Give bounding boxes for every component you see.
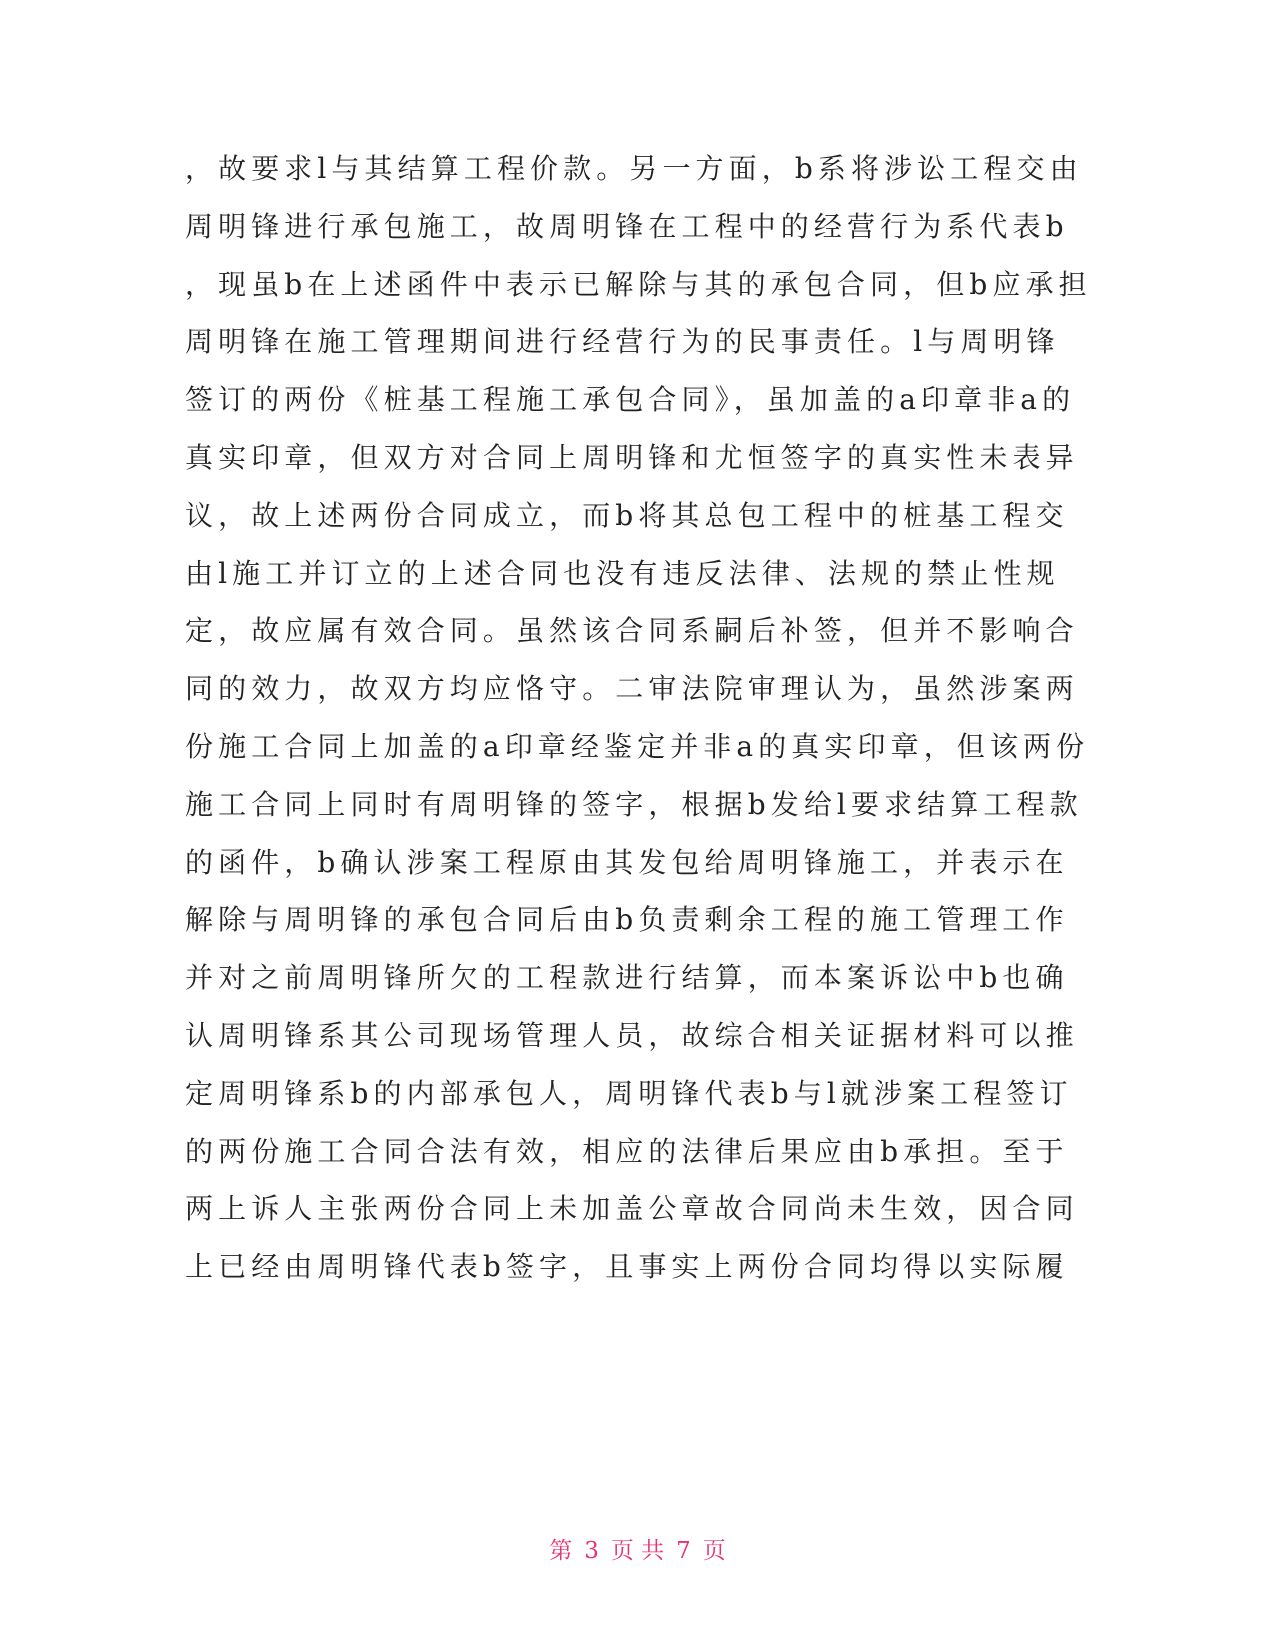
footer-prefix: 第: [549, 1538, 573, 1564]
text-line: 施工合同上同时有周明锋的签字，根据b发给l要求结算工程款: [185, 787, 1083, 821]
text-line: 认周明锋系其公司现场管理人员，故综合相关证据材料可以推: [185, 1018, 1079, 1052]
current-page-number: 3: [584, 1538, 599, 1564]
text-line: 定周明锋系b的内部承包人，周明锋代表b与l就涉案工程签订: [185, 1076, 1073, 1110]
text-line: 签订的两份《桩基工程施工承包合同》，虽加盖的a印章非a的: [185, 383, 1076, 417]
text-line: 的函件，b确认涉案工程原由其发包给周明锋施工，并表示在: [185, 845, 1069, 879]
text-line: 的两份施工合同合法有效，相应的法律后果应由b承担。至于: [185, 1134, 1069, 1168]
text-line: 两上诉人主张两份合同上未加盖公章故合同尚未生效，因合同: [185, 1192, 1079, 1226]
page-footer: [0, 1532, 1275, 1565]
text-line: 并对之前周明锋所欠的工程款进行结算，而本案诉讼中b也确: [185, 961, 1069, 995]
text-line: 议，故上述两份合同成立，而b将其总包工程中的桩基工程交: [185, 498, 1069, 532]
footer-suffix: 页: [702, 1538, 726, 1564]
total-pages-number: 7: [676, 1538, 691, 1564]
text-line: ，现虽b在上述函件中表示已解除与其的承包合同，但b应承担: [185, 267, 1092, 301]
text-line: 解除与周明锋的承包合同后由b负责剩余工程的施工管理工作: [185, 903, 1069, 937]
text-line: 由l施工并订立的上述合同也没有违反法律、法规的禁止性规: [185, 556, 1060, 590]
text-line: 周明锋进行承包施工，故周明锋在工程中的经营行为系代表b: [185, 209, 1069, 243]
text-line: ，故要求l与其结算工程价款。另一方面，b系将涉讼工程交由: [185, 152, 1083, 185]
text-line: 周明锋在施工管理期间进行经营行为的民事责任。l与周明锋: [185, 325, 1060, 359]
footer-middle: 页 共: [610, 1538, 665, 1564]
text-line: 份施工合同上加盖的a印章经鉴定并非a的真实印章，但该两份: [185, 729, 1090, 763]
body-text: [185, 140, 1092, 1296]
text-line: 真实印章，但双方对合同上周明锋和尤恒签字的真实性未表异: [185, 440, 1079, 474]
text-line: 上已经由周明锋代表b签字，且事实上两份合同均得以实际履: [185, 1250, 1069, 1284]
text-line: 同的效力，故双方均应恪守。二审法院审理认为，虽然涉案两: [185, 672, 1079, 706]
text-line: 定，故应属有效合同。虽然该合同系嗣后补签，但并不影响合: [185, 614, 1079, 648]
